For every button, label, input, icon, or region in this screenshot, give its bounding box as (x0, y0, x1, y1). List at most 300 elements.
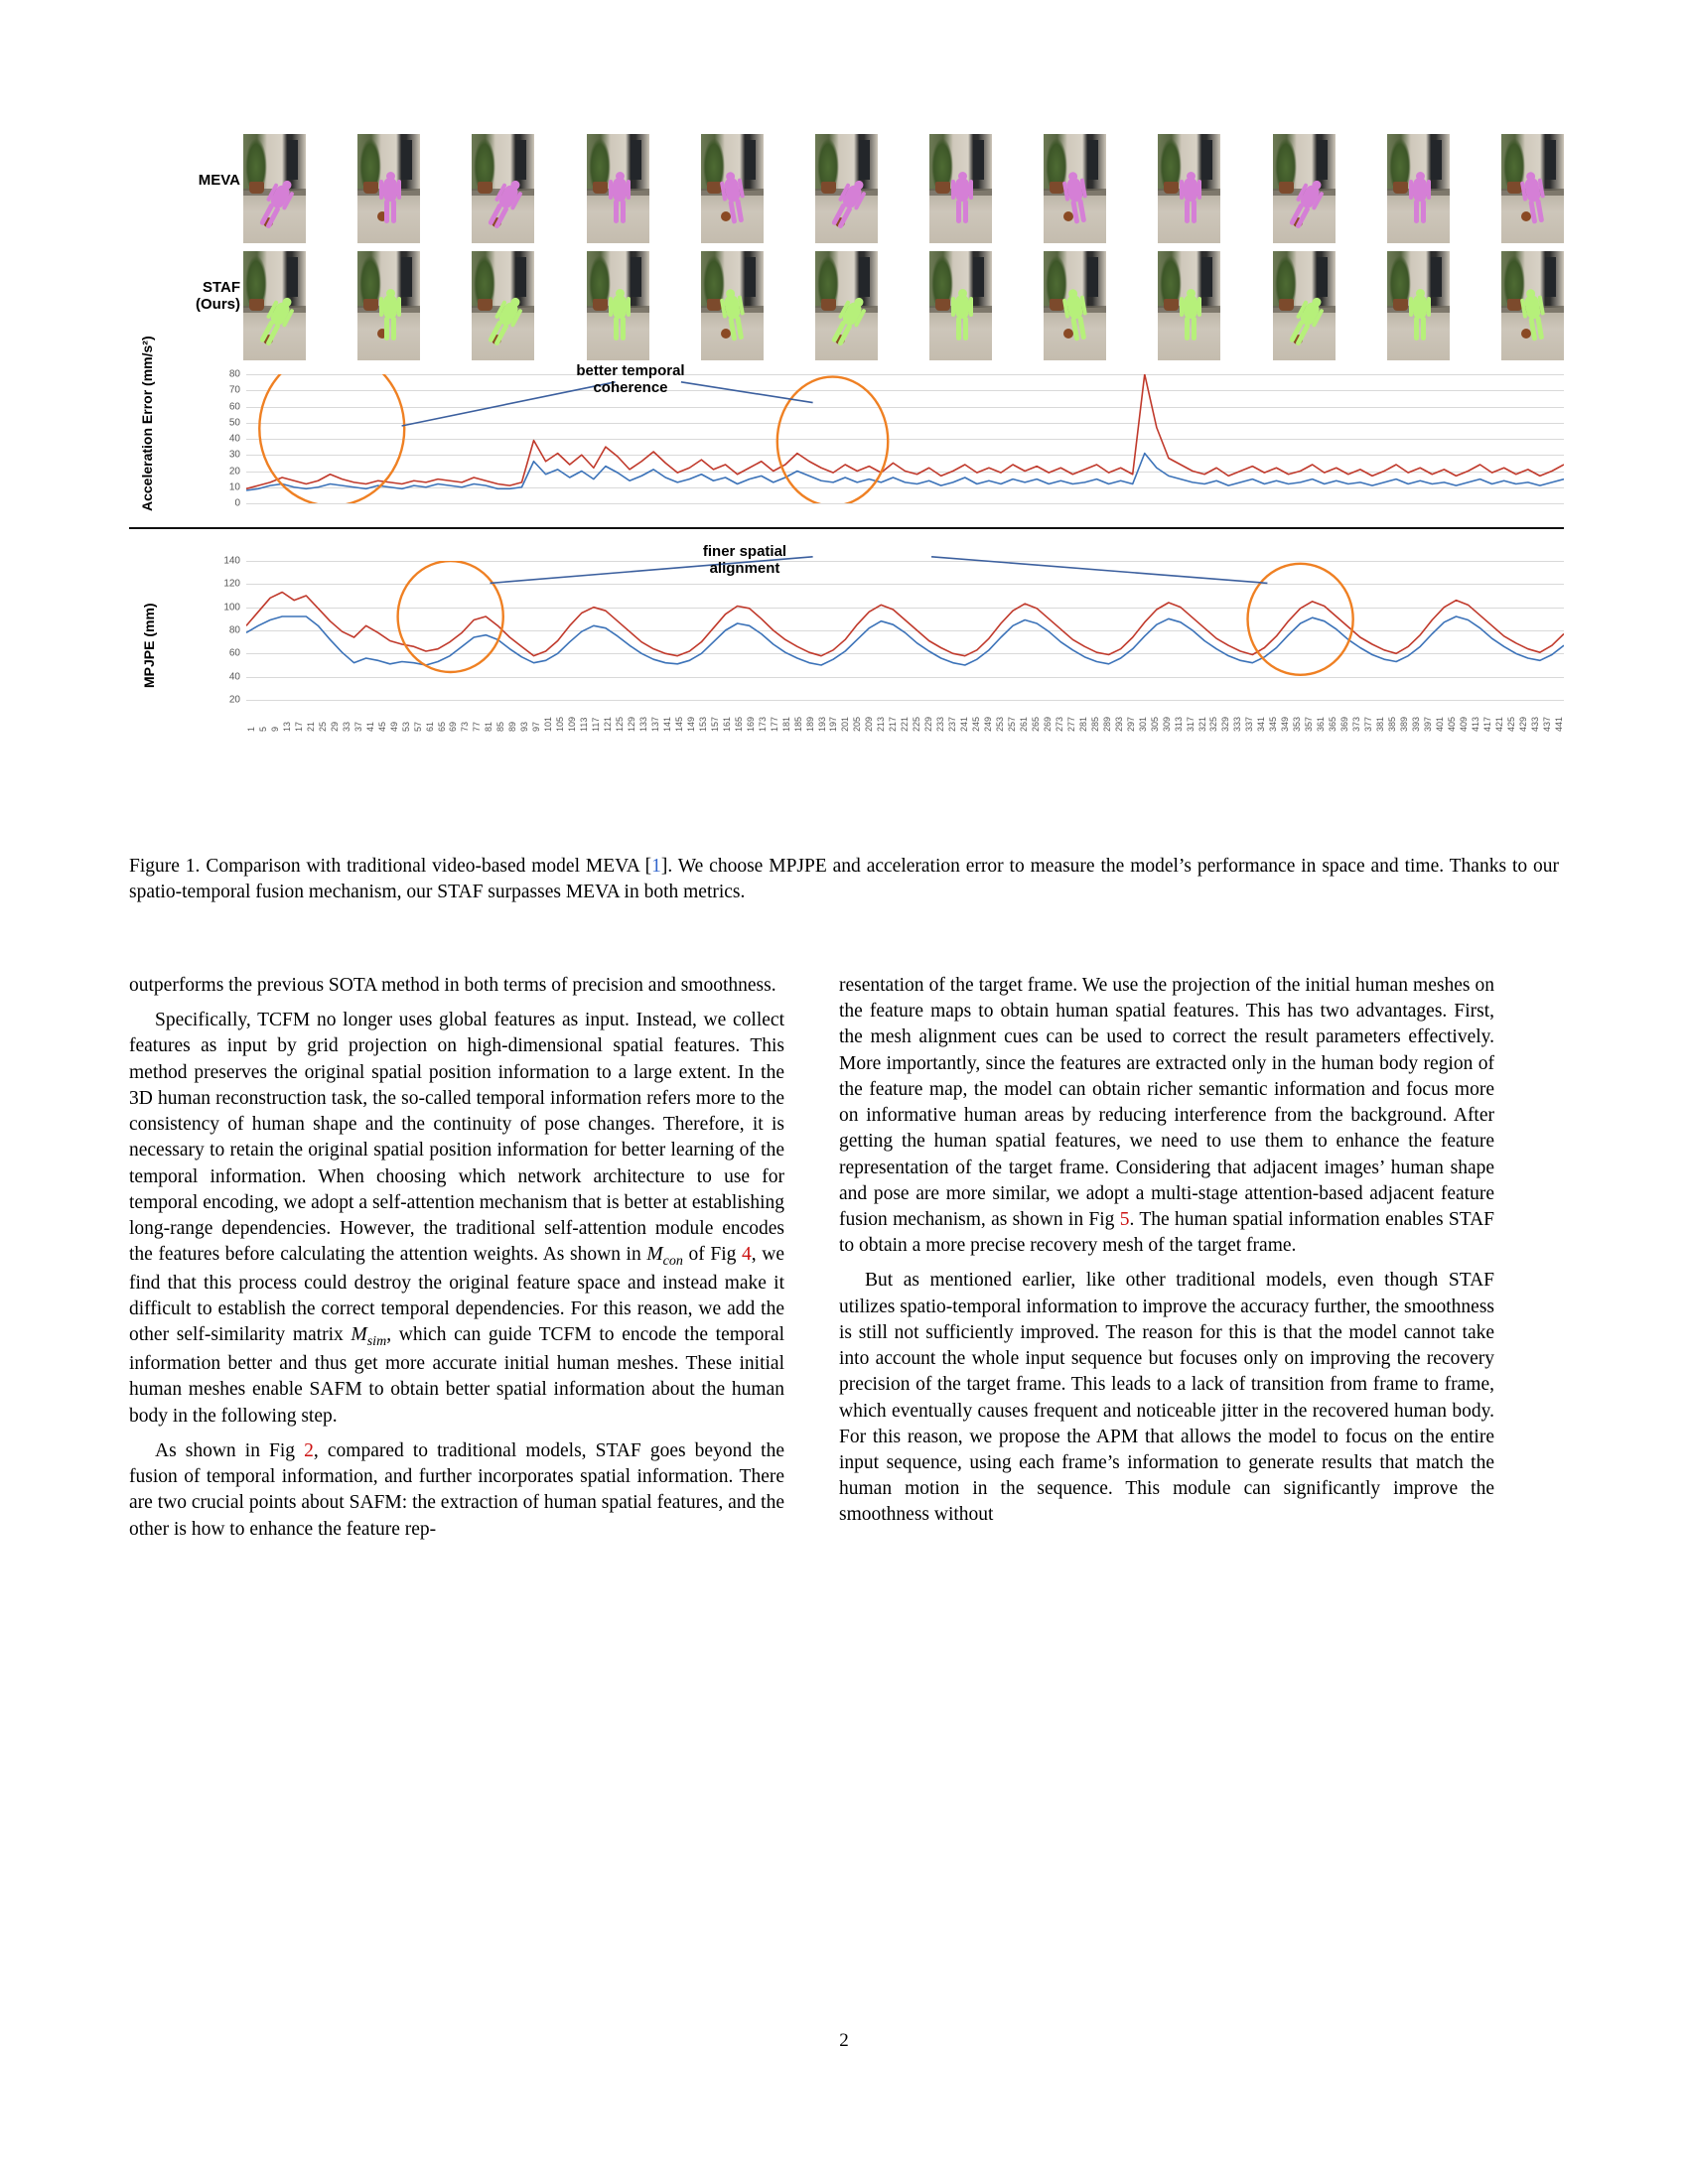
human-mesh (1407, 172, 1433, 225)
mesh-arm-right (397, 180, 401, 200)
x-axis-tick-label: 101 (543, 716, 554, 732)
mesh-arm-left (609, 297, 613, 317)
video-frame (587, 251, 649, 360)
frame-pot (935, 182, 950, 194)
x-axis-tick-label: 141 (661, 716, 672, 732)
mesh-leg-left (1185, 317, 1190, 341)
x-axis-tick-label: 385 (1387, 716, 1397, 732)
acc-annotation-line1: better temporal (576, 362, 685, 379)
mpjpe-plot (223, 555, 1564, 706)
frame-pot (249, 182, 264, 194)
x-axis-tick-label: 49 (388, 721, 399, 732)
x-axis-tick-label: 157 (709, 716, 720, 732)
mesh-leg-left (1185, 200, 1190, 223)
mesh-leg-right (1421, 200, 1426, 223)
video-frame (929, 251, 992, 360)
mesh-arm-left (1180, 297, 1184, 317)
video-frame (701, 134, 764, 243)
x-axis-tick-label: 257 (1007, 716, 1017, 732)
x-axis-tick-label: 45 (376, 721, 387, 732)
video-frame (357, 134, 420, 243)
y-axis-tick-label: 10 (228, 481, 240, 493)
x-axis-tick-label: 53 (400, 721, 411, 732)
staf-legend-line2: (Ours) (196, 296, 240, 314)
chart-separator (129, 527, 1564, 529)
mesh-arm-left (379, 297, 383, 317)
x-axis-tick-label: 217 (888, 716, 899, 732)
x-axis-tick-label: 249 (983, 716, 994, 732)
x-axis-tick-label: 277 (1065, 716, 1076, 732)
x-axis-tick-label: 377 (1363, 716, 1374, 732)
video-frame (1501, 134, 1564, 243)
paragraph-left-3-part-b: , compared to traditional models, STAF goes beyond the fusion of temporal information, and further incorporates spatial information. There are two crucial points about SAFM: the extraction of human spatial features, and the other is how to enhance the feature rep- (129, 1439, 785, 1540)
mesh-arm-right (627, 180, 631, 200)
figure-1 (129, 134, 1564, 732)
frame-pot (1393, 299, 1408, 311)
mpjpe-xticks (246, 706, 1564, 732)
y-axis-tick-label: 70 (228, 384, 240, 396)
x-axis-tick-label: 109 (567, 716, 578, 732)
frame-pot (1393, 182, 1408, 194)
video-frame (929, 134, 992, 243)
video-frame (587, 134, 649, 243)
x-axis-tick-label: 421 (1493, 716, 1504, 732)
x-axis-tick-label: 337 (1244, 716, 1255, 732)
video-frame (1387, 251, 1450, 360)
figure-ref-5[interactable]: 5 (1119, 1208, 1130, 1230)
x-axis-tick-label: 181 (780, 716, 791, 732)
x-axis-tick-label: 17 (293, 721, 304, 732)
body-column-left (129, 973, 784, 1543)
x-axis-tick-label: 25 (317, 721, 328, 732)
x-axis-tick-label: 413 (1470, 716, 1480, 732)
mesh-torso (613, 295, 627, 319)
x-axis-tick-label: 117 (591, 717, 602, 732)
x-axis-tick-label: 237 (947, 716, 958, 732)
x-axis-tick-label: 333 (1232, 716, 1243, 732)
paragraph-right-1-part-b: . The human spatial information enables STAF to obtain a more precise recovery mesh of the target frame. (839, 1208, 1494, 1257)
paragraph-left-3-part-a: As shown in Fig (155, 1439, 305, 1461)
mesh-leg-left (384, 317, 389, 341)
frame-pot (478, 299, 492, 311)
x-axis-tick-label: 129 (627, 716, 636, 732)
video-frame (1044, 134, 1106, 243)
x-axis-tick-label: 81 (484, 721, 494, 732)
x-axis-tick-label: 1 (246, 726, 256, 732)
x-axis-tick-label: 429 (1517, 716, 1528, 732)
x-axis-tick-label: 425 (1505, 716, 1516, 732)
x-axis-tick-label: 197 (828, 716, 839, 732)
x-axis-tick-label: 173 (757, 716, 768, 732)
y-axis-tick-label: 40 (228, 671, 240, 683)
mesh-torso (613, 178, 627, 202)
frame-window (1317, 257, 1328, 297)
x-axis-tick-label: 321 (1196, 716, 1207, 732)
video-frame (1387, 134, 1450, 243)
x-axis-tick-label: 397 (1422, 716, 1433, 732)
frame-plant (1275, 255, 1297, 303)
frame-window (515, 140, 526, 180)
mesh-torso (383, 178, 397, 202)
x-axis-tick-label: 417 (1481, 716, 1492, 732)
y-axis-tick-label: 100 (223, 602, 240, 614)
video-frame (1158, 251, 1220, 360)
frame-window (515, 257, 526, 297)
mesh-arm-right (969, 297, 973, 317)
x-axis-tick-label: 57 (412, 721, 423, 732)
staf-frame-row (129, 251, 1564, 360)
mesh-arm-left (609, 180, 613, 200)
frame-pot (593, 182, 608, 194)
mesh-arm-right (1427, 297, 1431, 317)
x-axis-tick-label: 69 (448, 721, 459, 732)
frame-plant (245, 255, 267, 303)
page-number: 2 (839, 2030, 849, 2051)
frame-window (745, 257, 756, 297)
human-mesh (607, 172, 633, 225)
frame-window (859, 140, 870, 180)
frame-pot (363, 299, 378, 311)
x-axis-tick-label: 317 (1185, 716, 1196, 732)
x-axis-tick-label: 85 (495, 721, 506, 732)
x-axis-tick-label: 289 (1101, 716, 1112, 732)
video-frame (243, 251, 306, 360)
x-axis-tick-label: 329 (1220, 716, 1231, 732)
mesh-leg-right (391, 200, 396, 223)
y-axis-tick-label: 60 (228, 401, 240, 412)
figure-ref-2[interactable]: 2 (304, 1439, 314, 1461)
x-axis-tick-label: 225 (912, 716, 922, 732)
x-axis-tick-label: 261 (1018, 716, 1029, 732)
math-m-con: $M_{con}$ (646, 1244, 683, 1270)
x-axis-tick-label: 341 (1256, 716, 1267, 732)
mpjpe-annotation-line2: alignment (709, 560, 780, 578)
x-axis-tick-label: 153 (697, 716, 708, 732)
paragraph-left-2 (129, 1008, 784, 1430)
x-axis-tick-label: 273 (1054, 716, 1064, 732)
x-axis-tick-label: 13 (281, 721, 292, 732)
x-axis-tick-label: 161 (721, 716, 732, 732)
mesh-torso (1413, 295, 1427, 319)
x-axis-tick-label: 221 (900, 716, 911, 732)
frame-window (1545, 140, 1556, 180)
mesh-leg-left (614, 317, 619, 341)
x-axis-tick-label: 177 (769, 716, 779, 732)
frame-plant (1275, 138, 1297, 186)
x-axis-tick-label: 437 (1541, 716, 1552, 732)
mesh-torso (1413, 178, 1427, 202)
mpjpe-chart (129, 539, 1564, 732)
meva-legend-label: MEVA (198, 172, 240, 189)
x-axis-tick-label: 5 (257, 726, 268, 732)
mesh-leg-left (384, 200, 389, 223)
video-frame (1273, 134, 1336, 243)
x-axis-tick-label: 285 (1089, 716, 1100, 732)
paragraph-left-2-part-a: Specifically, TCFM no longer uses global features as input. Instead, we collect features as input by grid projection on high-dimensional spatial features. This method preserves the original spatial position information to a large extent. In the 3D human reconstruction task, the so-called temporal information refers more to the consistency of human shape and the continuity of pose changes. Therefore, it is necessary to retain the original spatial position information for better learning of the temporal information. When choosing which network architecture to use for temporal encoding, we adopt a self-attention mechanism that is better at establishing long-range dependencies. However, the traditional self-attention module encodes the features before calculating the attention weights. As shown in (129, 1010, 784, 1266)
frame-window (1087, 140, 1098, 180)
x-axis-tick-label: 125 (615, 716, 626, 732)
frame-window (287, 140, 298, 180)
human-mesh (1178, 289, 1203, 342)
video-frame (472, 251, 534, 360)
x-axis-tick-label: 189 (804, 716, 815, 732)
mesh-arm-right (1197, 180, 1201, 200)
paragraph-left-2-part-b: of Fig (682, 1244, 742, 1266)
frame-pot (1164, 182, 1179, 194)
x-axis-tick-label: 77 (472, 721, 483, 732)
frame-pot (935, 299, 950, 311)
x-axis-tick-label: 105 (555, 716, 566, 732)
y-axis-tick-label: 60 (228, 647, 240, 659)
y-axis-tick-label: 80 (228, 368, 240, 380)
mesh-leg-left (614, 200, 619, 223)
x-axis-tick-label: 401 (1434, 716, 1445, 732)
x-axis-tick-label: 145 (673, 716, 684, 732)
x-axis-tick-label: 213 (876, 716, 887, 732)
frame-pot (1164, 299, 1179, 311)
paragraph-left-2-part-d: , which can guide TCFM to encode the temporal information better and thus get more accurate initial human meshes. These initial human meshes enable SAFM to obtain better spatial information about the human body in the following step. (129, 1324, 784, 1427)
paragraph-right-1 (839, 973, 1494, 1259)
mpjpe-axis-title: MPJPE (mm) (141, 603, 157, 688)
mesh-leg-right (1192, 200, 1196, 223)
x-axis-tick-label: 65 (436, 721, 447, 732)
x-axis-tick-label: 345 (1268, 716, 1279, 732)
mesh-arm-left (1409, 180, 1413, 200)
y-axis-tick-label: 80 (228, 624, 240, 636)
mesh-leg-right (1421, 317, 1426, 341)
frame-window (745, 140, 756, 180)
x-axis-tick-label: 165 (733, 716, 744, 732)
x-axis-tick-label: 209 (864, 716, 875, 732)
figure-caption (129, 854, 1559, 905)
frame-plant (817, 138, 839, 186)
acceleration-error-axis-title: Acceleration Error (mm/s²) (139, 336, 155, 511)
x-axis-tick-label: 201 (840, 716, 851, 732)
video-frame (1044, 251, 1106, 360)
mesh-arm-left (1409, 297, 1413, 317)
staf-legend-line1: STAF (202, 279, 240, 296)
x-axis-tick-label: 61 (424, 721, 435, 732)
x-axis-tick-label: 301 (1137, 716, 1148, 732)
figure-ref-4[interactable]: 4 (742, 1244, 752, 1266)
paragraph-right-2: But as mentioned earlier, like other traditional models, even though STAF utilizes spatio-temporal information to improve the accuracy further, the smoothness is still not sufficiently improved. The reason for this is that the model cannot take into account the whole input sequence but focuses only on improving the recovery precision of the target frame. This leads to a lack of transition from frame to frame, which eventually causes frequent and noticeable jitter in the recovered human body. For this reason, we propose the APM that allows the model to focus on the entire input sequence, using each frame’s information to generate results that match the human motion in the sequence. This module can significantly improve the smoothness without (839, 1270, 1494, 1526)
x-axis-tick-label: 133 (637, 716, 648, 732)
x-axis-tick-label: 121 (603, 716, 614, 732)
x-axis-tick-label: 297 (1125, 716, 1136, 732)
x-axis-tick-label: 193 (816, 716, 827, 732)
mesh-torso (1184, 178, 1197, 202)
y-axis-tick-label: 30 (228, 449, 240, 461)
meva-frames (243, 134, 1564, 243)
video-frame (1158, 134, 1220, 243)
mesh-arm-right (969, 180, 973, 200)
x-axis-tick-label: 389 (1398, 716, 1409, 732)
body-column-right (839, 973, 1494, 1529)
mpjpe-annotation-line1: finer spatial (702, 543, 787, 560)
mpjpe-annotation (645, 543, 844, 578)
frame-pot (249, 299, 264, 311)
human-mesh (949, 172, 975, 225)
x-axis-tick-label: 41 (364, 721, 375, 732)
x-axis-tick-label: 325 (1208, 716, 1219, 732)
x-axis-tick-label: 9 (269, 726, 280, 732)
frame-window (1317, 140, 1328, 180)
frame-pot (363, 182, 378, 194)
caption-citation-link[interactable]: 1 (651, 856, 661, 877)
acc-annotation-line2: coherence (593, 379, 668, 397)
paragraph-left-1: outperforms the previous SOTA method in both terms of precision and smoothness. (129, 975, 776, 996)
paragraph-left-3 (129, 1438, 784, 1543)
gridline (246, 700, 1564, 701)
y-axis-tick-label: 40 (228, 433, 240, 445)
x-axis-tick-label: 245 (971, 716, 982, 732)
x-axis-tick-label: 93 (519, 721, 530, 732)
x-axis-tick-label: 269 (1042, 716, 1053, 732)
x-axis-tick-label: 369 (1339, 716, 1350, 732)
mesh-torso (1184, 295, 1197, 319)
x-axis-tick-label: 309 (1161, 716, 1172, 732)
mesh-leg-right (963, 200, 968, 223)
x-axis-tick-label: 433 (1529, 716, 1540, 732)
mesh-leg-right (391, 317, 396, 341)
x-axis-tick-label: 29 (329, 721, 340, 732)
frame-pot (821, 299, 836, 311)
x-axis-tick-label: 233 (935, 716, 946, 732)
video-frame (815, 134, 878, 243)
y-axis-tick-label: 0 (234, 497, 240, 509)
video-frame (357, 251, 420, 360)
mesh-leg-left (956, 317, 961, 341)
human-mesh (1178, 172, 1203, 225)
x-axis-tick-label: 241 (959, 716, 970, 732)
x-axis-tick-label: 149 (685, 716, 696, 732)
mesh-arm-left (951, 180, 955, 200)
x-axis-tick-label: 305 (1149, 716, 1160, 732)
frame-plant (474, 255, 495, 303)
mesh-leg-left (1414, 200, 1419, 223)
mesh-arm-right (627, 297, 631, 317)
annotation-leader-line (931, 557, 1267, 584)
x-axis-tick-label: 113 (579, 717, 590, 732)
mesh-arm-left (379, 180, 383, 200)
x-axis-tick-label: 373 (1351, 716, 1362, 732)
x-axis-tick-label: 21 (305, 721, 316, 732)
x-axis-tick-label: 361 (1316, 716, 1327, 732)
mesh-arm-right (397, 297, 401, 317)
acceleration-error-annotation (516, 362, 745, 397)
x-axis-tick-label: 89 (507, 721, 518, 732)
mesh-leg-left (956, 200, 961, 223)
mesh-leg-left (1414, 317, 1419, 341)
meva-frame-row (129, 134, 1564, 243)
x-axis-tick-label: 33 (341, 721, 352, 732)
frame-pot (1279, 182, 1294, 194)
staf-legend-label (129, 279, 240, 314)
x-axis-tick-label: 229 (923, 716, 934, 732)
leader-lines (246, 561, 1564, 700)
frame-window (1545, 257, 1556, 297)
x-axis-tick-label: 293 (1113, 716, 1124, 732)
x-axis-tick-label: 253 (995, 716, 1006, 732)
x-axis-tick-label: 357 (1304, 716, 1315, 732)
y-axis-tick-label: 50 (228, 417, 240, 429)
mesh-leg-right (621, 200, 626, 223)
frame-window (1087, 257, 1098, 297)
x-axis-tick-label: 185 (792, 716, 803, 732)
frame-plant (474, 138, 495, 186)
leader-lines (246, 374, 1564, 503)
video-frame (1273, 251, 1336, 360)
x-axis-tick-label: 349 (1280, 716, 1291, 732)
acceleration-error-chart (129, 336, 1564, 521)
frame-pot (1279, 299, 1294, 311)
human-mesh (377, 172, 403, 225)
x-axis-tick-label: 137 (649, 716, 660, 732)
video-frame (243, 134, 306, 243)
frame-pot (821, 182, 836, 194)
mesh-arm-left (1180, 180, 1184, 200)
x-axis-tick-label: 365 (1328, 716, 1338, 732)
video-frame (472, 134, 534, 243)
mesh-arm-right (1197, 297, 1201, 317)
caption-suffix: ]. We choose MPJPE and acceleration error to measure the model’s performance in space and time. Thanks to our spatio-temporal fusion mechanism, our STAF surpasses MEVA in both metrics. (129, 856, 1559, 902)
caption-prefix: Figure 1. Comparison with traditional video-based model MEVA [ (129, 856, 652, 877)
mesh-torso (955, 295, 969, 319)
y-axis-tick-label: 140 (223, 555, 240, 567)
frame-pot (478, 182, 492, 194)
x-axis-tick-label: 393 (1410, 716, 1421, 732)
x-axis-tick-label: 169 (745, 716, 756, 732)
paragraph-left-2-part-c: , we find that this process could destroy the original feature space and instead make it difficult to establish the correct temporal dependencies. For this reason, we add the other self-similarity matrix (129, 1244, 784, 1346)
video-frame (1501, 251, 1564, 360)
y-axis-tick-label: 20 (228, 694, 240, 706)
x-axis-tick-label: 313 (1173, 716, 1184, 732)
human-mesh (1407, 289, 1433, 342)
paragraph-right-1-part-a: resentation of the target frame. We use the projection of the initial human meshes on the feature maps to obtain human spatial features. This has two advantages. First, the mesh alignment cues can be used to correct the result parameters effectively. More importantly, since the features are extracted only in the human body region of the feature map, the model can obtain richer semantic information and focus more on informative human areas by reducing interference from the background. After getting the human spatial features, we need to use them to enhance the feature representation of the target frame. Considering that adjacent images’ human shape and pose are more similar, we adopt a multi-stage attention-based adjacent feature fusion mechanism, as shown in Fig (839, 975, 1494, 1230)
mesh-leg-right (621, 317, 626, 341)
x-axis-tick-label: 409 (1458, 716, 1469, 732)
x-axis-tick-label: 37 (352, 721, 363, 732)
x-axis-tick-label: 353 (1292, 716, 1303, 732)
frame-plant (817, 255, 839, 303)
mesh-arm-left (951, 297, 955, 317)
x-axis-tick-label: 205 (852, 716, 863, 732)
x-axis-tick-label: 405 (1446, 716, 1457, 732)
mesh-torso (383, 295, 397, 319)
x-axis-tick-label: 97 (531, 721, 542, 732)
x-axis-tick-label: 441 (1553, 716, 1564, 732)
frame-window (287, 257, 298, 297)
math-m-sim: $M_{sim}$ (351, 1324, 387, 1350)
x-axis-tick-label: 265 (1030, 716, 1041, 732)
x-axis-tick-label: 381 (1375, 716, 1386, 732)
video-frame (815, 251, 878, 360)
frame-window (859, 257, 870, 297)
human-mesh (949, 289, 975, 342)
y-axis-tick-label: 20 (228, 466, 240, 477)
mesh-leg-right (1192, 317, 1196, 341)
x-axis-tick-label: 281 (1077, 716, 1088, 732)
y-axis-tick-label: 120 (223, 578, 240, 590)
human-mesh (607, 289, 633, 342)
x-axis-tick-label: 73 (460, 721, 471, 732)
staf-frames (243, 251, 1564, 360)
mesh-leg-right (963, 317, 968, 341)
frame-plant (245, 138, 267, 186)
video-frame (701, 251, 764, 360)
frame-pot (593, 299, 608, 311)
gridline (246, 503, 1564, 504)
